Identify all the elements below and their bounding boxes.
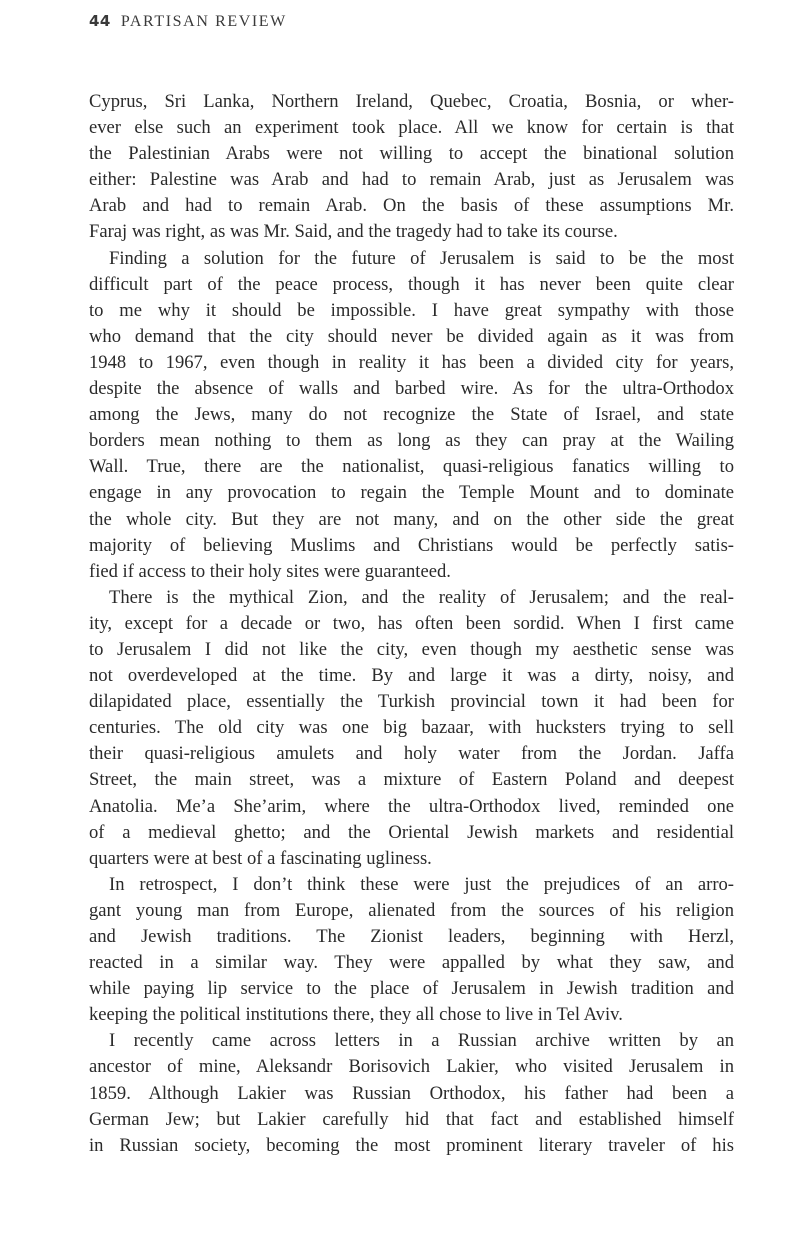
text-line: I recently came across letters in a Russian archive written by an [109, 1030, 734, 1052]
paragraph [89, 872, 734, 1029]
paragraph [89, 246, 734, 585]
text-line: among the Jews, many do not recognize the State of Israel, and state [89, 404, 734, 426]
text-line: ancestor of mine, Aleksandr Borisovich Lakier, who visited Jerusalem in [89, 1056, 734, 1078]
text-line: borders mean nothing to them as long as they can pray at the Wailing [89, 430, 734, 452]
paragraph [89, 89, 734, 246]
text-line: Arab and had to remain Arab. On the basis of these assumptions Mr. [89, 195, 734, 217]
text-line: the whole city. But they are not many, and on the other side the great [89, 508, 734, 530]
text-line: centuries. The old city was one big bazaar, with hucksters trying to sell [89, 717, 734, 739]
text-line: 1859. Although Lakier was Russian Orthodox, his father had been a [89, 1082, 734, 1104]
text-line: reacted in a similar way. They were appalled by what they saw, and [89, 952, 734, 974]
text-line: either: Palestine was Arab and had to remain Arab, just as Jerusalem was [89, 169, 734, 191]
text-line: Cyprus, Sri Lanka, Northern Ireland, Quebec, Croatia, Bosnia, or wher- [89, 91, 734, 112]
text-line: Anatolia. Me’a She’arim, where the ultra-Orthodox lived, reminded one [89, 795, 734, 817]
text-line: ity, except for a decade or two, has often been sordid. When I first came [89, 612, 734, 634]
text-line: Faraj was right, as was Mr. Said, and the tragedy had to take its course. [89, 221, 618, 243]
text-line: Street, the main street, was a mixture of Eastern Poland and deepest [89, 769, 734, 791]
paragraph [89, 585, 734, 872]
text-line: in Russian society, becoming the most prominent literary traveler of his [89, 1134, 734, 1156]
text-line: difficult part of the peace process, though it has never been quite clear [89, 273, 734, 295]
page-number: 44 [89, 12, 111, 30]
text-line: majority of believing Muslims and Christians would be perfectly satis- [89, 534, 734, 556]
text-line: Finding a solution for the future of Jerusalem is said to be the most [109, 247, 734, 269]
text-line: Wall. True, there are the nationalist, quasi-religious fanatics willing to [89, 456, 734, 478]
text-line: not overdeveloped at the time. By and large it was a dirty, noisy, and [89, 665, 734, 687]
text-line: engage in any provocation to regain the Temple Mount and to dominate [89, 482, 734, 504]
text-line: their quasi-religious amulets and holy water from the Jordan. Jaffa [89, 743, 734, 765]
text-line: to me why it should be impossible. I have great sympathy with those [89, 299, 734, 321]
journal-title: PARTISAN REVIEW [120, 13, 287, 30]
text-line: German Jew; but Lakier carefully hid that fact and established himself [89, 1108, 734, 1130]
text-line: of a medieval ghetto; and the Oriental Jewish markets and residential [89, 821, 734, 843]
text-line: despite the absence of walls and barbed wire. As for the ultra-Orthodox [89, 378, 734, 400]
text-line: 1948 to 1967, even though in reality it has been a divided city for years, [89, 351, 734, 373]
text-line: the Palestinian Arabs were not willing to accept the binational solution [89, 143, 734, 165]
running-head [89, 12, 287, 31]
text-line: keeping the political institutions there, they all chose to live in Tel Aviv. [89, 1004, 623, 1026]
text-line: quarters were at best of a fascinating ugliness. [89, 847, 432, 869]
text-line: fied if access to their holy sites were guaranteed. [89, 560, 451, 582]
text-line: who demand that the city should never be divided again as it was from [89, 325, 734, 347]
text-line: ever else such an experiment took place. All we know for certain is that [89, 117, 734, 139]
body-text [89, 89, 734, 1159]
text-line: to Jerusalem I did not like the city, even though my aesthetic sense was [89, 638, 734, 660]
text-line: gant young man from Europe, alienated from the sources of his religion [89, 899, 734, 921]
paragraph [89, 1028, 734, 1158]
text-line: dilapidated place, essentially the Turkish provincial town it had been for [89, 691, 734, 713]
text-line: and Jewish traditions. The Zionist leaders, beginning with Herzl, [89, 926, 734, 947]
text-line: There is the mythical Zion, and the reality of Jerusalem; and the real- [109, 586, 734, 608]
text-line: In retrospect, I don’t think these were just the prejudices of an arro- [109, 873, 734, 895]
text-line: while paying lip service to the place of Jerusalem in Jewish tradition and [89, 978, 734, 1000]
